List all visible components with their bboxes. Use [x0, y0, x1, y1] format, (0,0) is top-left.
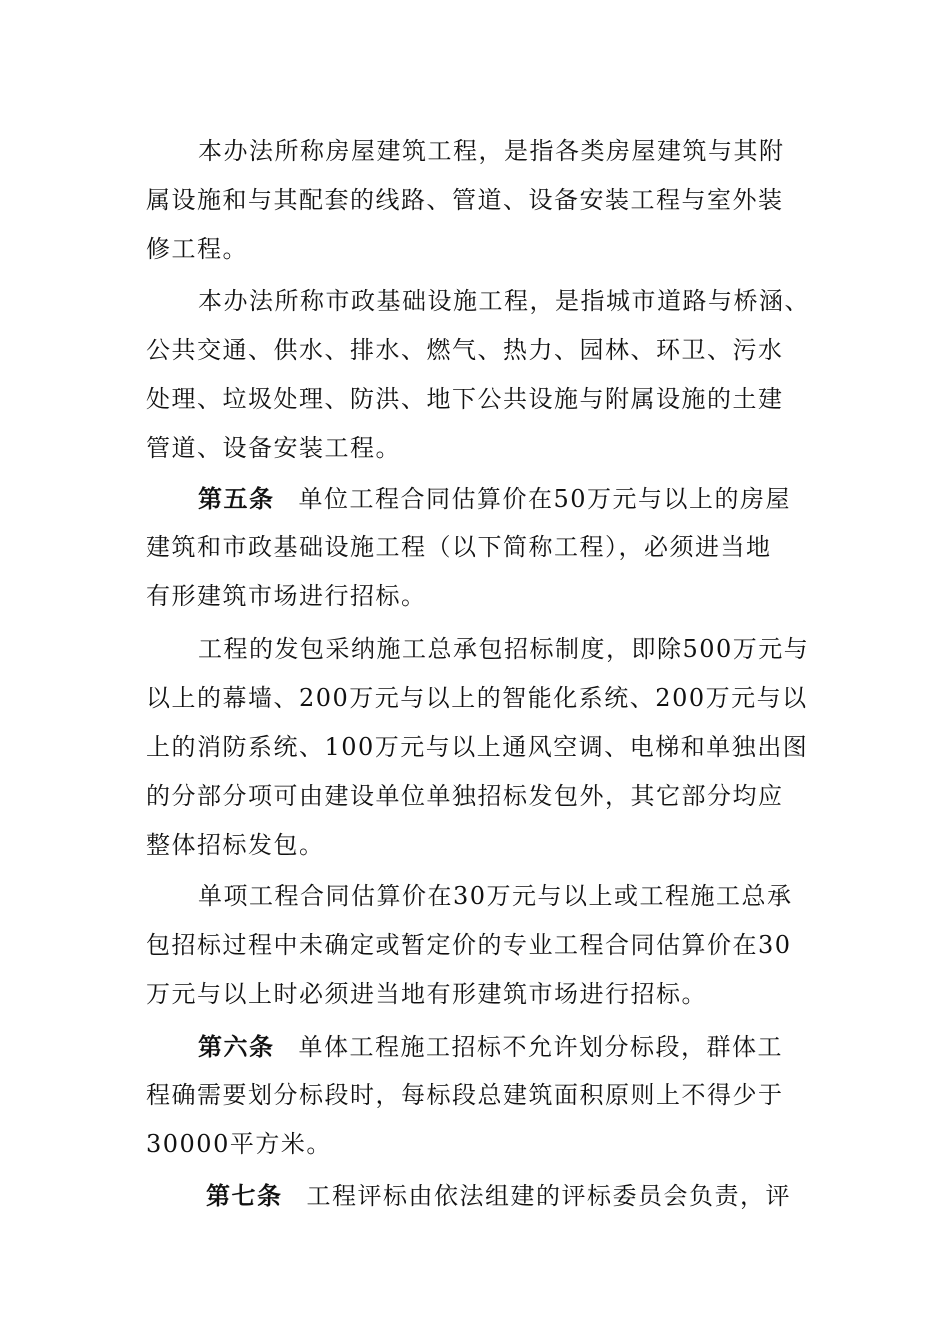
text-line: 的分部分项可由建设单位单独招标发包外，其它部分均应 [146, 782, 784, 810]
text-line: 程确需要划分标段时，每标段总建筑面积原则上不得少于 [146, 1081, 784, 1109]
text-line: 修工程。 [146, 235, 248, 263]
text-line: 万元与以上时必须进当地有形建筑市场进行招标。 [146, 980, 707, 1008]
text-line: 30000平方米。 [146, 1130, 332, 1158]
text-line [146, 1022, 816, 1071]
text-line: 处理、垃圾处理、防洪、地下公共设施与附属设施的土建 [146, 385, 784, 413]
text-line: 单项工程合同估算价在30万元与以上或工程施工总承 [198, 882, 793, 910]
article-6-first-line: 单体工程施工招标不允许划分标段，群体工 [298, 1033, 783, 1061]
text-line: 有形建筑市场进行招标。 [146, 582, 427, 610]
text-line: 公共交通、供水、排水、燃气、热力、园林、环卫、污水 [146, 336, 784, 364]
article-6 [146, 1022, 816, 1169]
text-line: 工程的发包采纳施工总承包招标制度，即除500万元与 [198, 635, 810, 663]
article-5-label: 第五条 [198, 484, 275, 513]
text-line: 管道、设备安装工程。 [146, 434, 401, 462]
article-7-first-line: 工程评标由依法组建的评标委员会负责，评 [306, 1182, 791, 1210]
text-line [146, 474, 816, 523]
paragraph-municipal-definition [146, 277, 816, 473]
text-line: 建筑和市政基础设施工程（以下简称工程），必须进当地 [146, 533, 772, 561]
text-line: 以上的幕墙、200万元与以上的智能化系统、200万元与以 [146, 684, 808, 712]
text-line: 整体招标发包。 [146, 831, 325, 859]
article-5-first-line: 单位工程合同估算价在50万元与以上的房屋 [298, 485, 792, 513]
text-line: 上的消防系统、100万元与以上通风空调、电梯和单独出图 [146, 733, 809, 761]
text-line: 本办法所称房屋建筑工程，是指各类房屋建筑与其附 [198, 137, 785, 165]
article-6-label: 第六条 [198, 1032, 275, 1061]
paragraph-housing-definition [146, 127, 816, 274]
text-line [146, 1171, 816, 1220]
paragraph-single-item [146, 872, 816, 1019]
article-7 [146, 1171, 816, 1220]
article-5 [146, 474, 816, 621]
paragraph-general-contracting [146, 625, 816, 870]
text-line: 本办法所称市政基础设施工程，是指城市道路与桥涵、 [198, 287, 810, 315]
article-7-label: 第七条 [206, 1181, 283, 1210]
text-line: 属设施和与其配套的线路、管道、设备安装工程与室外装 [146, 186, 784, 214]
text-line: 包招标过程中未确定或暂定价的专业工程合同估算价在30 [146, 931, 792, 959]
